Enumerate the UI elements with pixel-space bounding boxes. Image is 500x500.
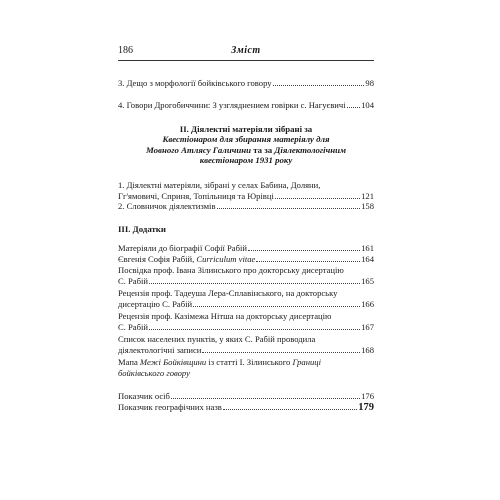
toc-entry xyxy=(118,254,374,265)
toc-entry-page: 165 xyxy=(361,275,374,286)
toc-entry xyxy=(118,201,374,212)
toc-entry-name: Євгенія Софія Рабій, xyxy=(118,254,197,264)
toc-entry-text: 2. Словничок діялектизмів xyxy=(118,201,216,211)
toc-entry-page: 167 xyxy=(361,321,374,332)
dot-leader xyxy=(217,208,361,209)
toc-entry-page: 168 xyxy=(361,344,374,355)
toc-entry-page: 104 xyxy=(361,100,374,110)
toc-entry xyxy=(118,100,374,111)
section-heading-line: Квестіонаром для збирання матеріялу для xyxy=(162,134,330,145)
toc-entry-italic: Curriculum vitae xyxy=(196,254,256,264)
toc-entry-text: Список населених пунктів, у яких С. Рабій проводила xyxy=(118,334,316,344)
dot-leader xyxy=(347,107,361,108)
toc-entry-page: 161 xyxy=(361,243,374,253)
section-heading: III. Додатки xyxy=(118,224,166,234)
toc-entry-text: С. Рабій xyxy=(118,275,148,286)
toc-entry-text: 4. Говори Дрогобиччини: З узгляднением говірки с. Нагуєвичі xyxy=(118,100,346,110)
toc-entry xyxy=(118,311,374,332)
toc-entry xyxy=(118,334,374,355)
dot-leader xyxy=(275,198,360,199)
atlas-title: Мовного Атлясу Галичини xyxy=(145,144,251,155)
toc-entry xyxy=(118,243,374,254)
section-heading-connector: та за xyxy=(251,144,275,155)
toc-entry xyxy=(118,78,374,89)
questionnaire-title: Діялектологічним xyxy=(274,144,347,155)
toc-entry-text: Матеріяли до біографії Софії Рабій xyxy=(118,243,247,253)
toc-entry xyxy=(118,265,374,286)
map-title: Межі Бойківщини xyxy=(139,357,207,367)
dot-leader xyxy=(248,250,360,251)
toc-entry-text: Гг'ямовичі, Сприня, Топільниця та Юрівці xyxy=(118,190,274,201)
dot-leader xyxy=(256,261,360,262)
toc-entry-text: 3. Дещо з морфології бойківського говору xyxy=(118,78,272,88)
dot-leader xyxy=(202,352,360,353)
toc-entry xyxy=(118,391,374,402)
toc-entry-text: Рецензія проф. Тадеуша Лера-Сплавінського, на докторську xyxy=(118,288,338,298)
dot-leader xyxy=(171,398,360,399)
section-heading-line xyxy=(118,145,374,155)
section-heading-line: II. Діялектні матеріяли зібрані за xyxy=(179,124,313,134)
toc-entry xyxy=(118,402,374,414)
dot-leader xyxy=(193,306,360,307)
toc-entry-text: Показчик географічних назв xyxy=(118,402,222,412)
map-label: Мапа xyxy=(118,357,140,367)
article-title: Границі xyxy=(292,357,321,367)
running-title: Зміст xyxy=(231,45,261,56)
page-number: 186 xyxy=(118,45,133,56)
section-heading xyxy=(118,124,374,166)
toc-entry-text: Показчик осіб xyxy=(118,391,170,401)
toc-entry xyxy=(118,180,374,201)
toc-entry xyxy=(118,357,374,378)
toc-entry-text: Посвідка проф. Івана Зілинського про докторську дисертацію xyxy=(118,265,344,275)
dot-leader xyxy=(149,329,360,330)
running-header xyxy=(118,44,374,58)
toc-entry-page: 158 xyxy=(361,201,374,211)
toc-entry-page: 121 xyxy=(361,190,374,201)
toc-entry-text: Рецензія проф. Казімежа Нітша на докторську дисертацію xyxy=(118,311,332,321)
dot-leader xyxy=(149,283,360,284)
toc-entry-text: діялектологічні записи xyxy=(118,344,202,355)
toc-entry-page: 179 xyxy=(358,402,374,413)
dot-leader xyxy=(223,409,357,410)
header-rule xyxy=(118,60,374,61)
toc-entry-text xyxy=(118,357,374,368)
toc-entry-page: 176 xyxy=(361,391,374,401)
map-source: із статті І. Зілинського xyxy=(206,357,293,367)
toc-entry-text: дисертацію С. Рабій xyxy=(118,298,193,309)
dot-leader xyxy=(273,85,365,86)
toc-entry-text: 1. Діялектні матеріяли, зібрані у селах Бабина, Доляни, xyxy=(118,180,321,190)
section-heading-line: квестіонаром 1931 року xyxy=(199,155,293,166)
toc-entry xyxy=(118,288,374,309)
toc-entry-text: бойківського говору xyxy=(118,367,190,378)
toc-entry-page: 166 xyxy=(361,298,374,309)
toc-entry-page: 164 xyxy=(361,254,374,264)
toc-entry-text xyxy=(118,254,255,265)
toc-entry-page: 98 xyxy=(365,78,374,88)
toc-entry-text: С. Рабій xyxy=(118,321,148,332)
